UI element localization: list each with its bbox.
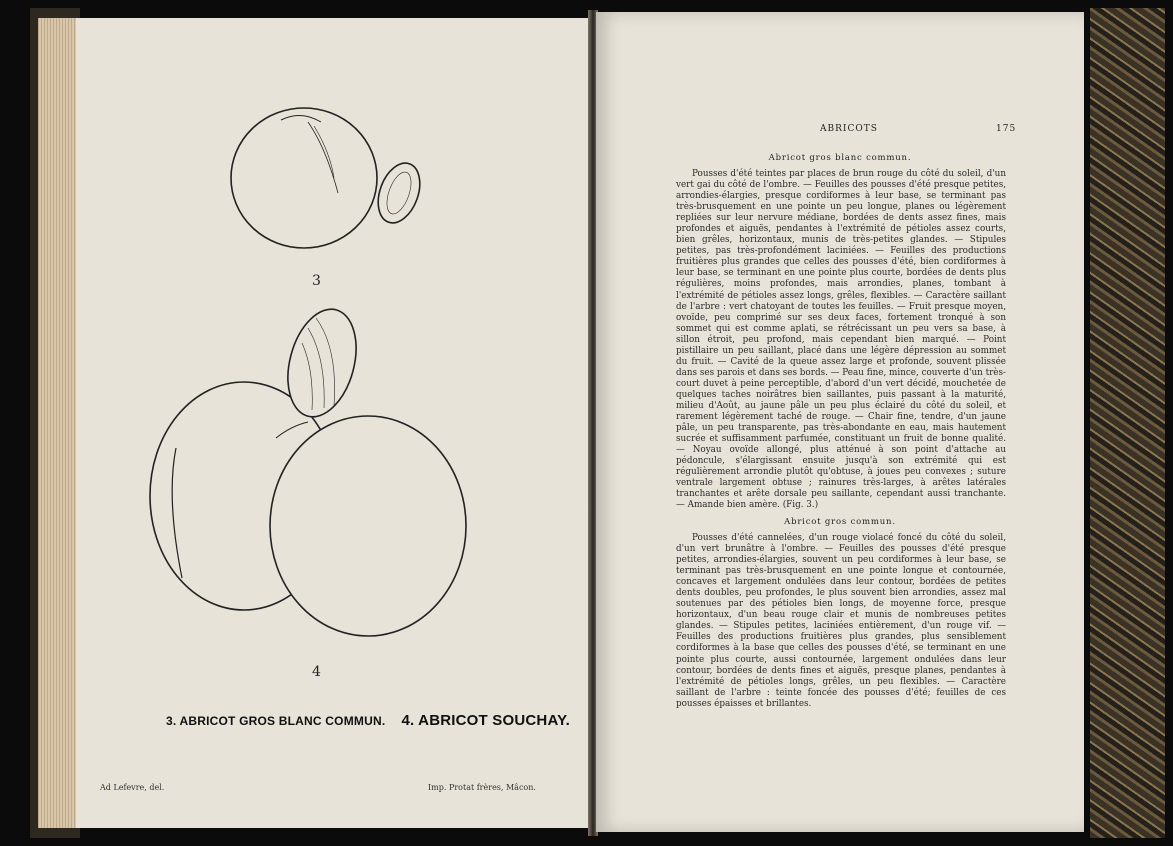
fig4-stone [277,302,367,425]
printer-credit: Imp. Protat frères, Mâcon. [428,783,536,792]
section1-body: Pousses d'été teintes par places de brun rouge du côté du soleil, d'un vert gai du côté de l'ombre. — Feuilles des pousses d'été presque petites, arrondies-élargies, presque cordiformes à leur base, se terminant pas très-brusquement en une pointe un peu longue, planes ou légèrement repliées sur leur nervure médiane, bordées de dents assez fines, mais profondes et aiguës, pendantes à l'extrémité de pétioles assez courts, bien grêles, horizontaux, munis de très-petites glandes. — Stipules petites, pas très-profondément laciniées. — Feuilles des productions fruitières plus grandes que celles des pousses d'été, bien cordiformes à leur base, se terminant en une pointe plus courte, bordées de dents plus régulières, moins profondes, mais arrondies, planes, tombant à l'extrémité de pétioles assez longs, grêles, flexibles. — Caractère saillant de l'arbre : vert chatoyant de toutes les feuilles. — Fruit presque moyen, ovoïde, peu comprimé sur ses deux faces, fortement tronqué à son sommet qui est comme aplati, se rétrécissant un peu vers sa base, à sillon étroit, peu profond, mais cependant bien marqué. — Point pistillaire un peu saillant, placé dans une légère dépression au sommet du fruit. — Cavité de la queue assez large et profonde, souvent plissée dans ses parois et dans ses bords. — Peau fine, mince, couverte d'un très-court duvet à peine perceptible, d'abord d'un vert décidé, mouchetée de quelques taches noirâtres bien saillantes, puis passant à la maturité, milieu d'Août, au jaune pâle un peu plus éclairé du côté du soleil, et rarement légèrement taché de rouge. — Chair fine, tendre, d'un jaune pâle, un peu transparente, pas très-abondante en eau, mais hautement sucrée et suffisamment parfumée, constituant un fruit de bonne qualité. — Noyau ovoïde allongé, plus atténué à son point d'attache au pédoncule, s'élargissant ensuite jusqu'à son extrémité qui est régulièrement arrondie plutôt qu'obtuse, à joues peu convexes ; suture ventrale largement obtuse ; rainures très-larges, à arêtes latérales tranchantes et arête dorsale peu saillante, cependant aussi tranchante. — Amande bien amère. (Fig. 3.) [676,169,1006,511]
fig3-stone [371,157,428,228]
fig4-fruit-front [270,416,466,636]
section1-title: Abricot gros blanc commun. [768,153,912,163]
right-page-text [596,12,1084,832]
plate-caption [166,712,571,729]
page-edges [38,18,76,828]
figure-4-label: 4 [312,664,321,680]
figure-3-label: 3 [312,273,321,289]
running-head: ABRICOTS [820,124,878,134]
apricot-illustration [76,18,590,828]
artist-credit: Ad Lefevre, del. [100,783,165,792]
section2-body: Pousses d'été cannelées, d'un rouge violacé foncé du côté du soleil, d'un vert brunâtre à l'ombre. — Feuilles des pousses d'été presque petites, arrondies-élargies, souvent un peu cordiformes à leur base, se terminant pas très-brusquement en une pointe longue et contournée, concaves et largement ondulées dans leur contour, bordées de petites dents doubles, peu profondes, le plus souvent bien arrondies, assez mal soutenues par des pétioles bien longs, de moyenne force, presque horizontaux, d'un beau rouge clair et munis de nombreuses petites glandes. — Stipules petites, laciniées entièrement, d'un rouge vif. — Feuilles des productions fruitières plus grandes, plus sensiblement cordiformes à la base que celles des pousses d'été, se terminant en une pointe plus courte, aussi contournée, largement ondulées dans leur contour, bordées de dents fines et aiguës, presque planes, pendantes à l'extrémité de pétioles longs, grêles, un peu flexibles. — Caractère saillant de l'arbre : teinte foncée des pousses d'été; feuilles de ces pousses épaisses et brillantes. [676,533,1006,709]
page-number: 175 [996,124,1017,134]
fig3-fruit [231,108,377,248]
caption-fig3: 3. ABRICOT GROS BLANC COMMUN. [166,714,386,728]
section2-title: Abricot gros commun. [784,517,896,527]
book-cover-marbled [1090,8,1165,838]
left-page-plate [76,18,590,828]
caption-fig4: 4. ABRICOT SOUCHAY. [401,712,571,729]
